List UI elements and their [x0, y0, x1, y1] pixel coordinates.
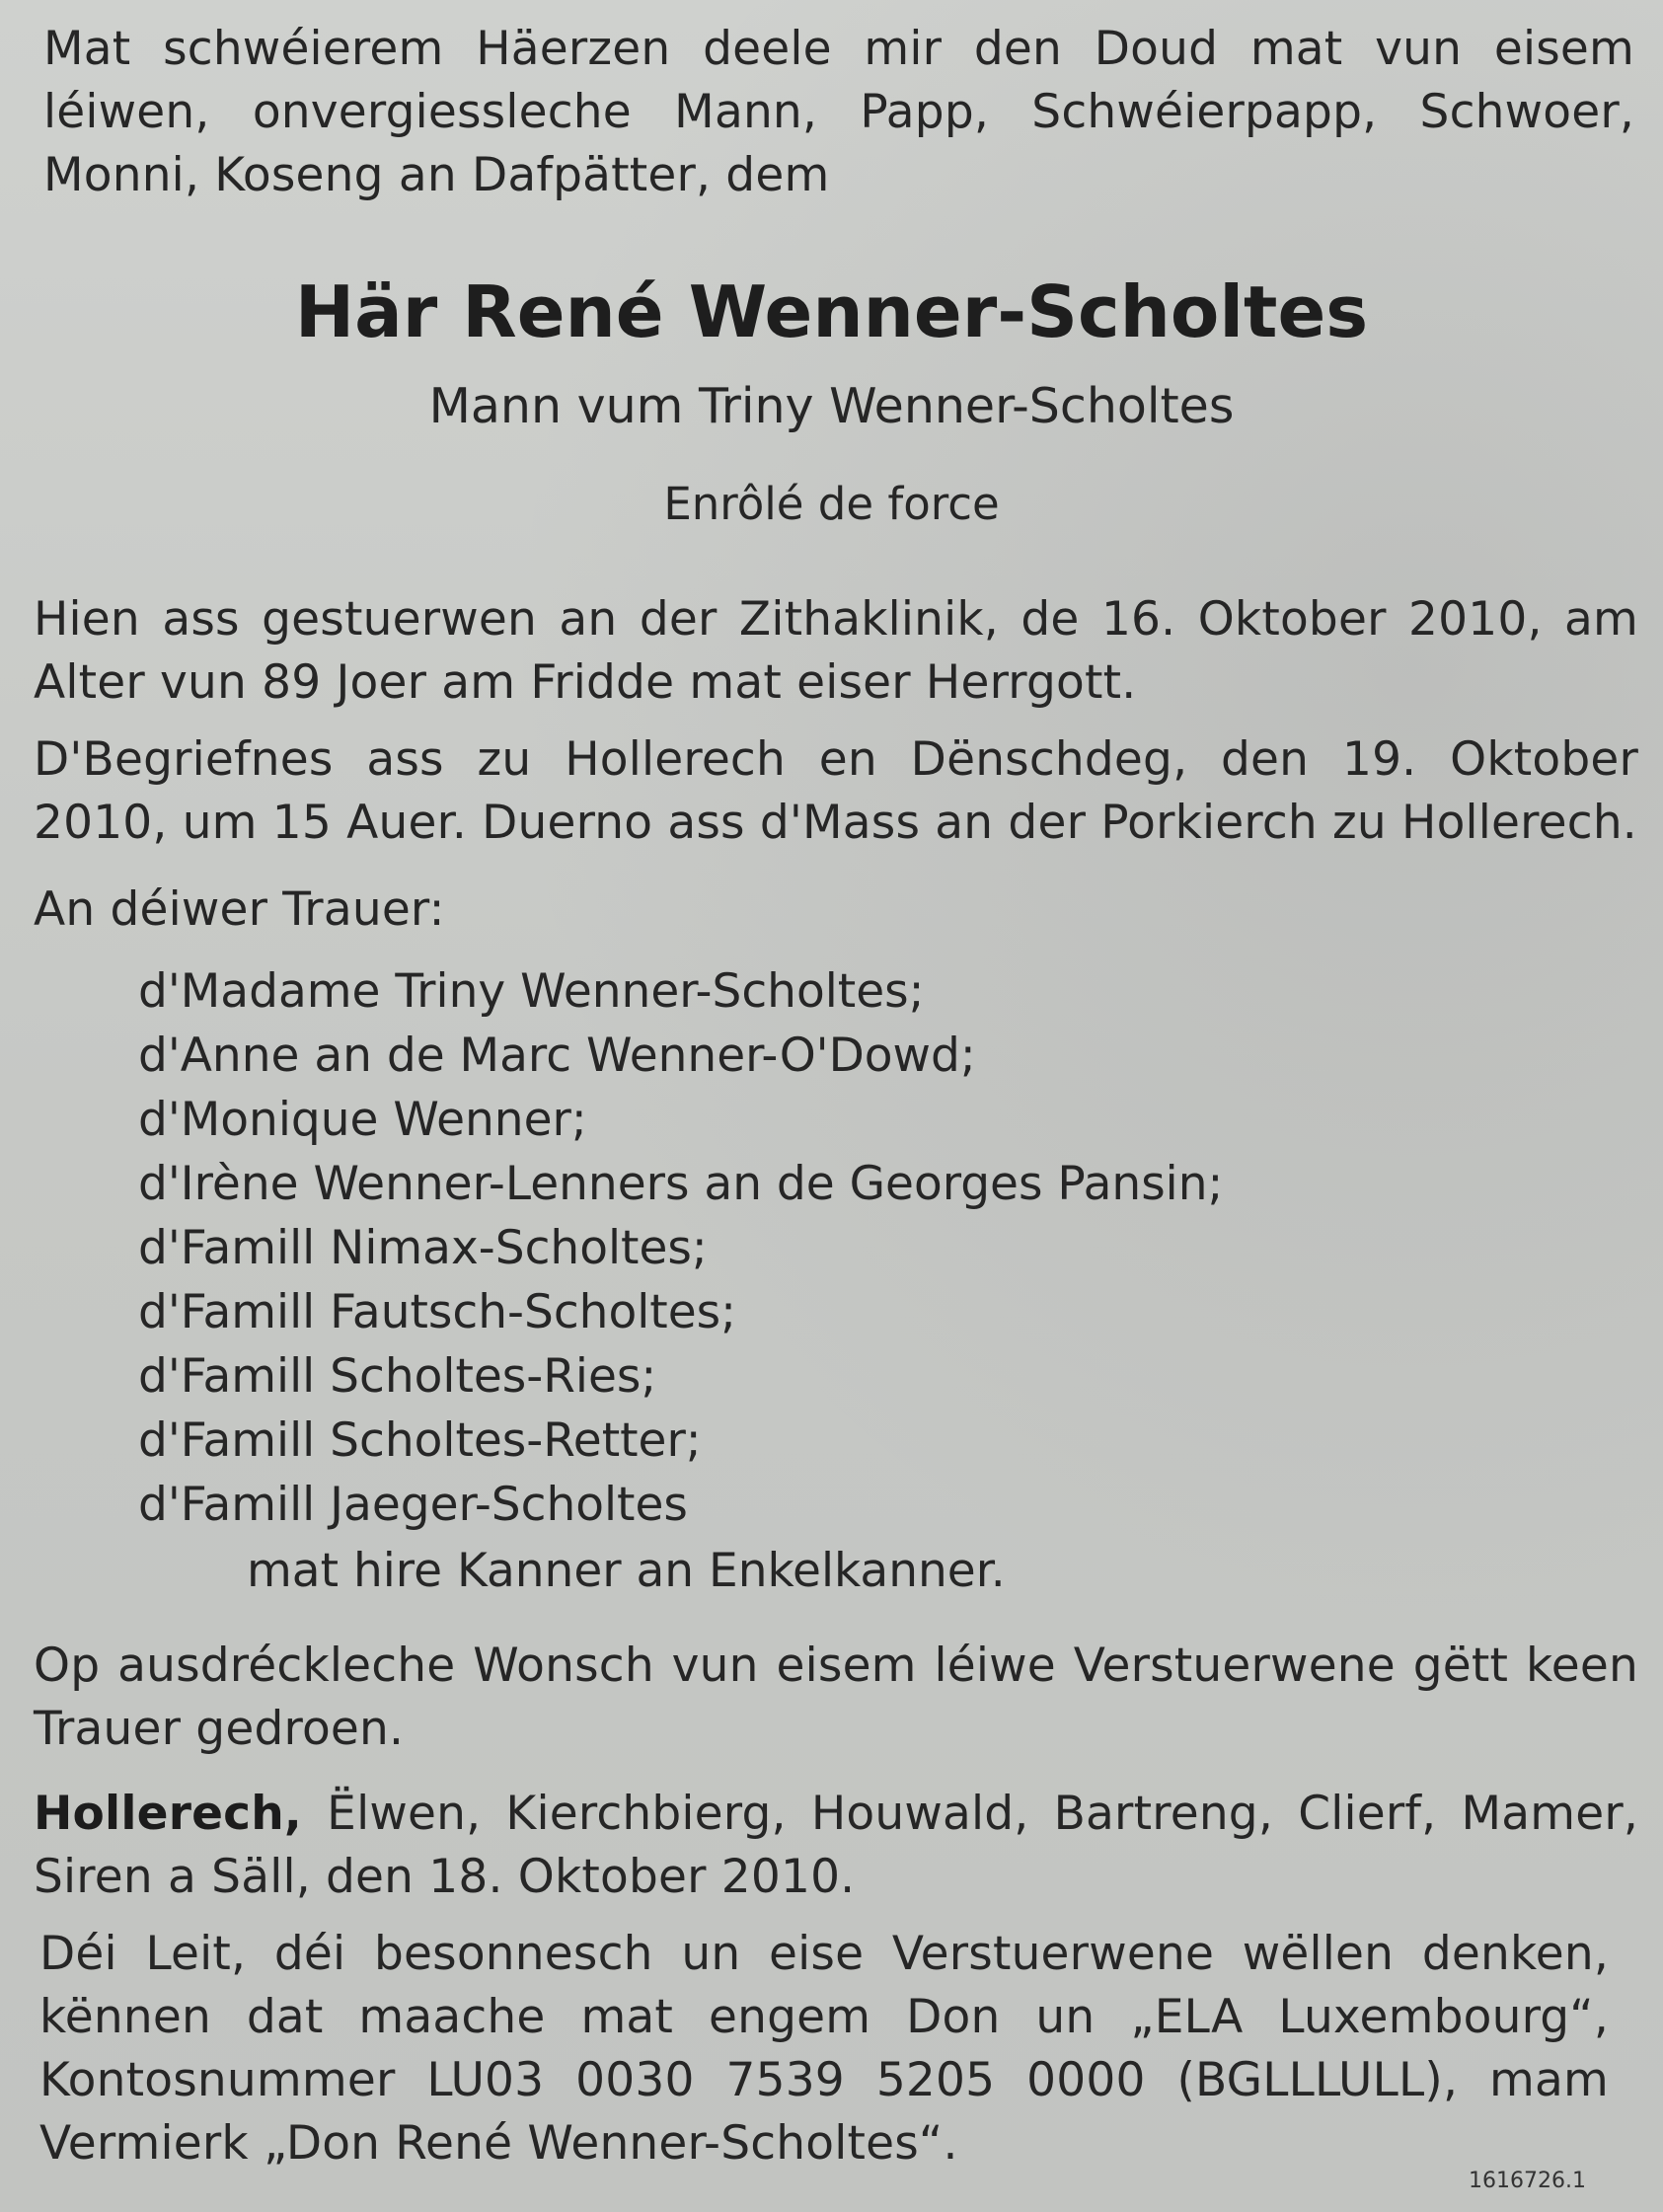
reference-number: 1616726.1 [1469, 2169, 1586, 2193]
deceased-note: Enrôlé de force [663, 478, 1000, 530]
deceased-name: Här René Wenner-Scholtes [294, 270, 1369, 353]
donation-paragraph: Déi Leit, déi besonnesch un eise Verstuerwene wëllen denken, kënnen dat maache mat engem Don un „ELA Luxembourg“, Kontosnummer LU03 0030 7539 5205 0000 (BGLLLULL), mam Vermierk „Don René Wenner-Scholtes“. [39, 1927, 1609, 2171]
death-paragraph: Hien ass gestuerwen an der Zithaklinik, de 16. Oktober 2010, am Alter vun 89 Joer am Fridde mat eiser Herrgott. [34, 592, 1638, 710]
places-rest: Ëlwen, Kierchbierg, Houwald, Bartreng, Clierf, Mamer, Siren a Säll, den 18. Oktober 2010. [34, 1787, 1638, 1904]
mourner-item: d'Monique Wenner; [138, 1093, 587, 1147]
deceased-relation: Mann vum Triny Wenner-Scholtes [428, 378, 1235, 434]
mourners-list [138, 959, 1619, 1537]
mourner-item: d'Anne an de Marc Wenner-O'Dowd; [138, 1029, 976, 1083]
places-lead: Hollerech, [34, 1787, 302, 1841]
mourning-heading: An déiwer Trauer: [34, 882, 445, 937]
mourner-item: d'Famill Nimax-Scholtes; [138, 1221, 708, 1275]
intro-paragraph: Mat schwéierem Häerzen deele mir den Doud mat vun eisem léiwen, onvergiessleche Mann, Papp, Schwéierpapp, Schwoer, Monni, Koseng an Dafpätter, dem [43, 22, 1634, 202]
mourner-item: d'Famill Jaeger-Scholtes [138, 1478, 688, 1532]
mourner-item: d'Irène Wenner-Lenners an de Georges Pansin; [138, 1157, 1224, 1211]
places-paragraph [34, 1783, 1638, 1909]
mourner-item: d'Famill Fautsch-Scholtes; [138, 1285, 736, 1339]
wish-paragraph: Op ausdréckleche Wonsch vun eisem léiwe Verstuerwene gëtt keen Trauer gedroen. [34, 1639, 1638, 1756]
burial-paragraph: D'Begriefnes ass zu Hollerech en Dënschdeg, den 19. Oktober 2010, um 15 Auer. Duerno ass d'Mass an der Porkierch zu Hollerech. [34, 732, 1638, 850]
mourner-item: d'Madame Triny Wenner-Scholtes; [138, 964, 925, 1019]
mourner-item: d'Famill Scholtes-Ries; [138, 1349, 657, 1404]
children-line: mat hire Kanner an Enkelkanner. [247, 1544, 1006, 1598]
mourner-item: d'Famill Scholtes-Retter; [138, 1413, 702, 1468]
